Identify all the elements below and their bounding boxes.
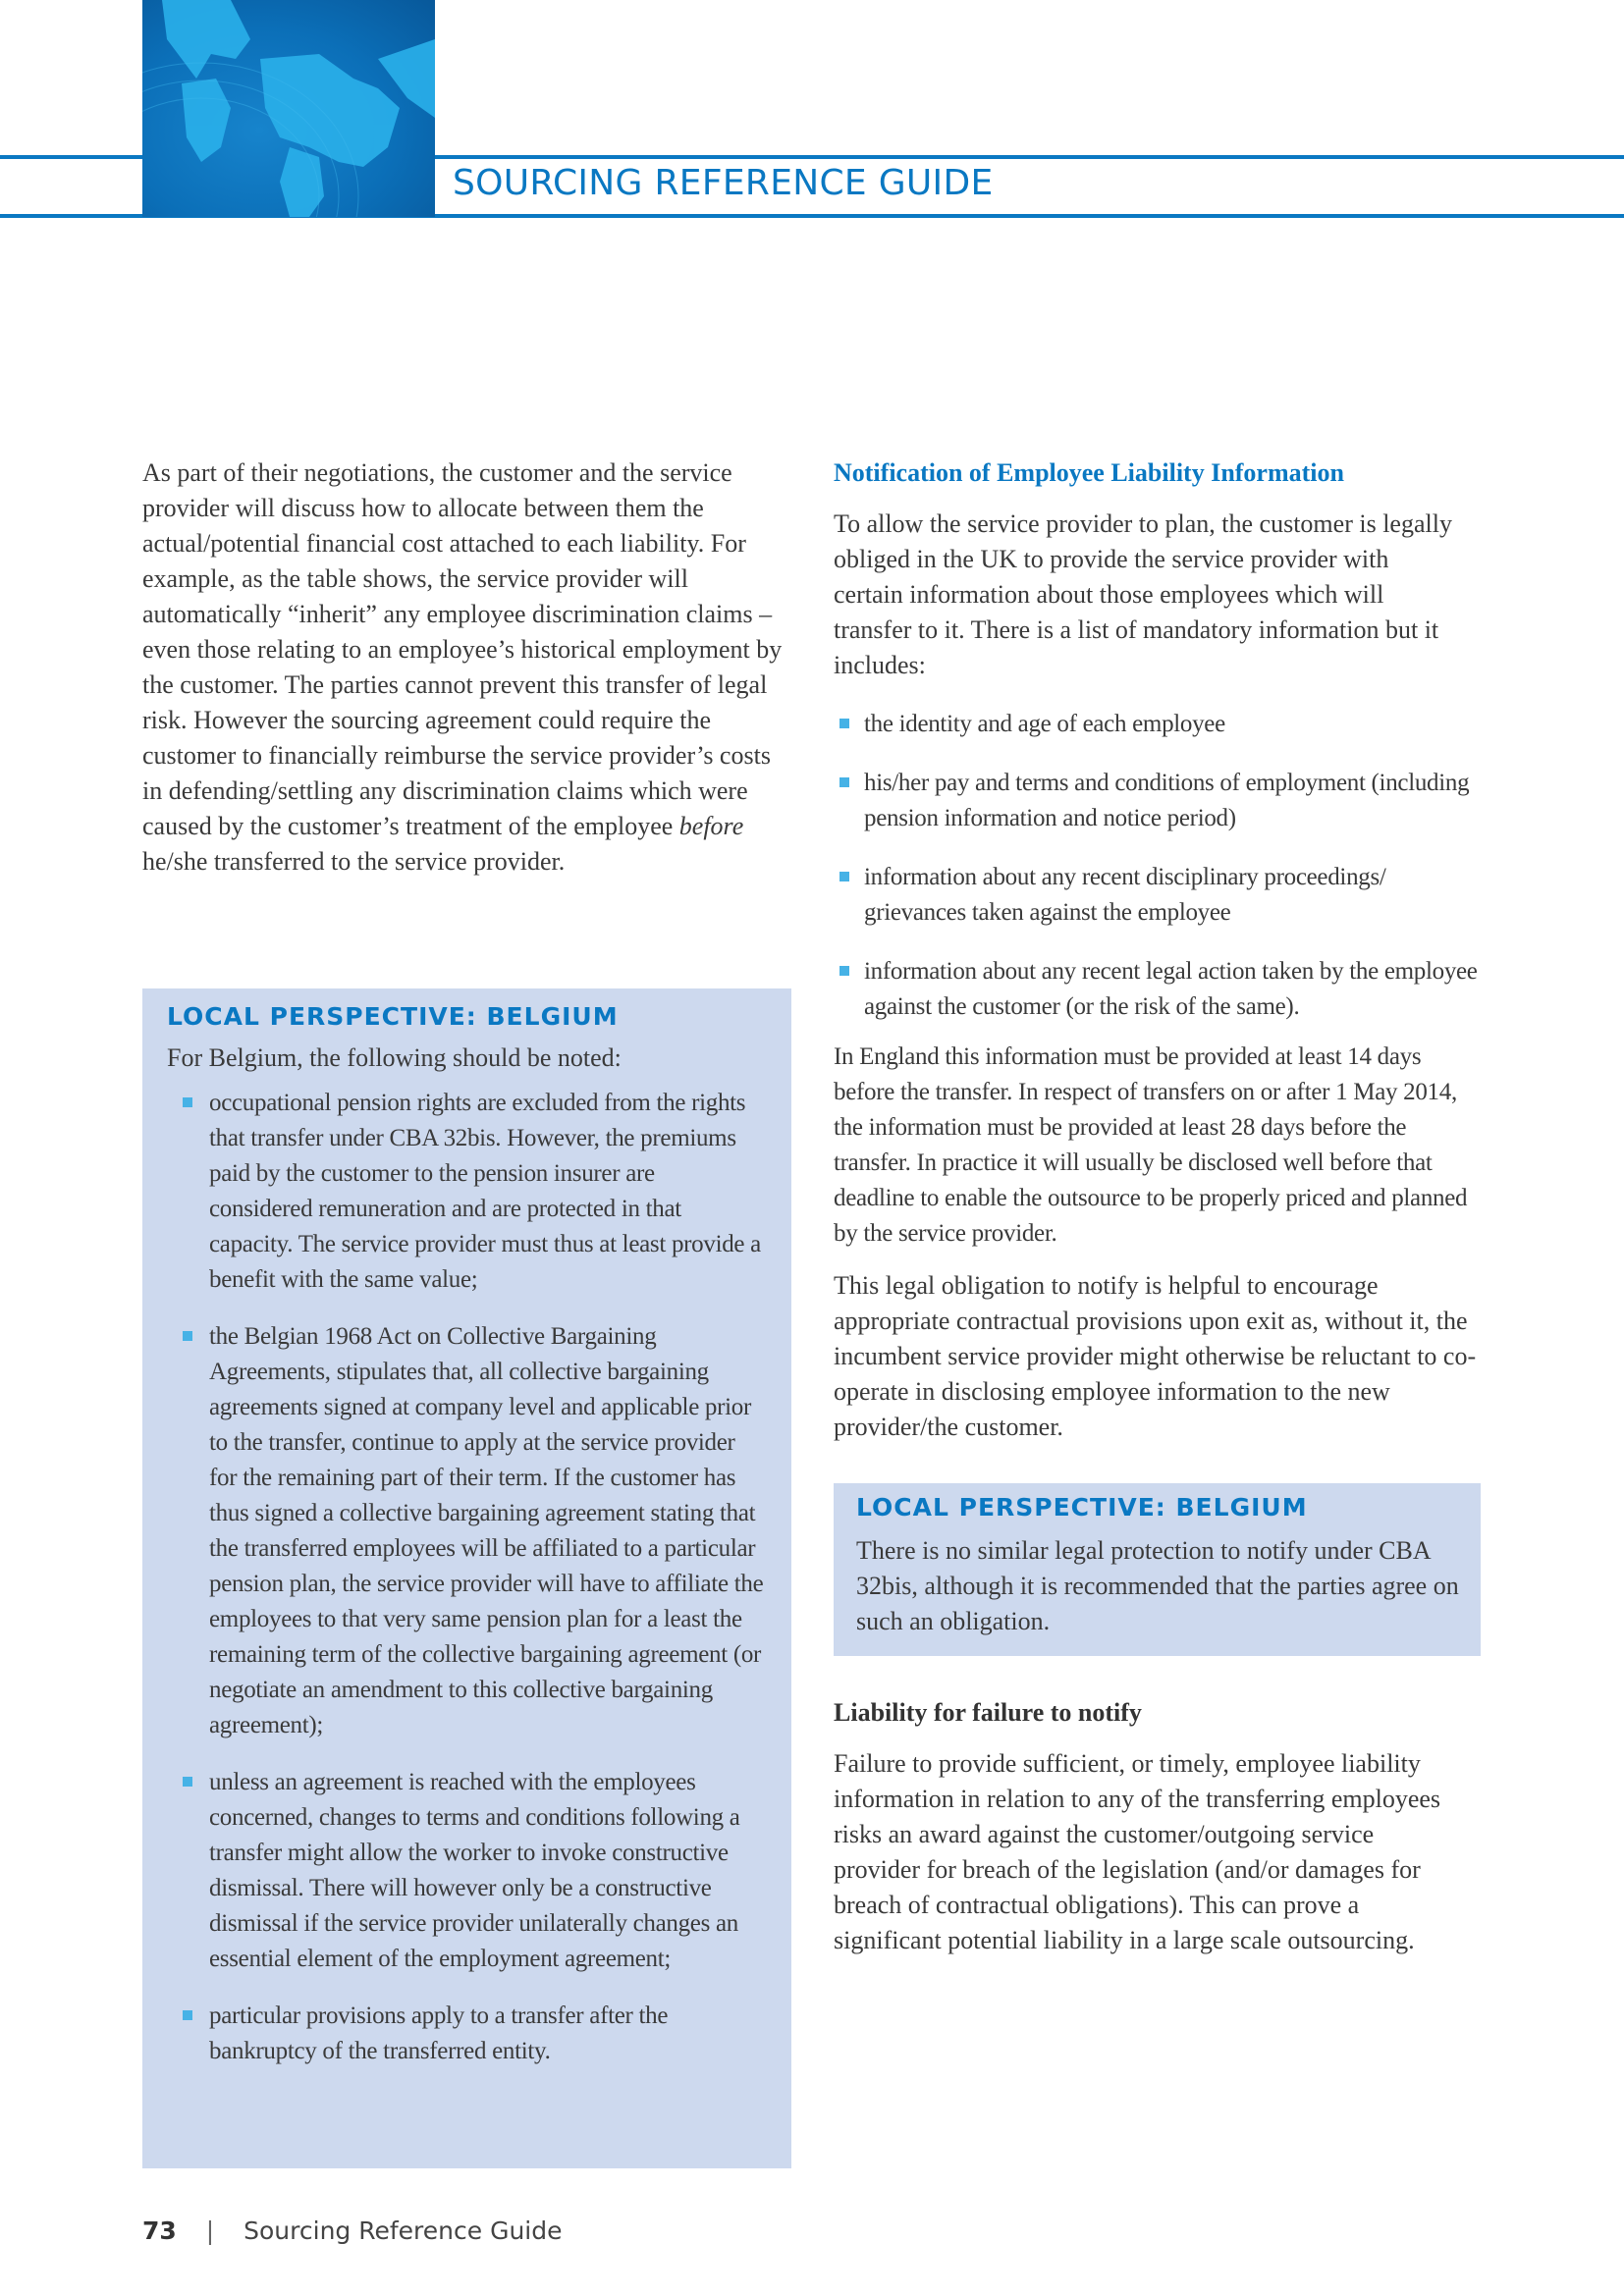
local-perspective-box-left [142,988,791,2168]
page-number: 73 [142,2216,177,2245]
box-text: There is no similar legal protection to notify under CBA 32bis, although it is recommended that the parties agree on such an obligation. [856,1536,1459,1635]
page-footer [142,2216,562,2245]
list-item [864,860,1492,931]
box-heading: LOCAL PERSPECTIVE: BELGIUM [167,1002,619,1031]
guide-title: SOURCING REFERENCE GUIDE [453,163,994,203]
bullet-text: the identity and age of each employee [864,711,1225,737]
intro-text-end: he/she transferred to the service provider. [142,847,566,876]
list-item [209,1086,764,1298]
bullet-list [864,707,1492,1025]
bullet-text: information about any recent legal action taken by the employee against the customer (or the risk of the same). [864,958,1478,1020]
box-bullet-list [209,1086,764,2069]
bullet-icon [839,777,849,787]
intro-text: As part of their negotiations, the customer and the service provider will discuss how to allocate between them the actual/potential financial cost attached to each liability. For example, as the table shows, the service provider will automatically “inherit” any employee discrimination claims – even those relating to an employee’s historical employment by the customer. The parties cannot prevent this transfer of legal risk. However the sourcing agreement could require the customer to financially reimburse the service provider’s costs in defending/settling any discrimination claims which were caused by the customer’s treatment of the employee [142,458,783,840]
list-item [864,766,1492,836]
footer-separator: | [205,2216,215,2245]
bullet-text: occupational pension rights are excluded from the rights that transfer under CBA 32bis. However, the premiums paid by the customer to the pension insurer are considered remuneration and are protected in that capacity. The service provider must thus at least provide a benefit with the same value; [209,1090,761,1293]
bullet-icon [183,2010,192,2020]
section-heading: Notification of Employee Liability Information [834,458,1344,487]
bullet-icon [183,1777,192,1787]
paragraph: Failure to provide sufficient, or timely, employee liability information in relation to any of the transferring employees risks an award against the customer/outgoing service provider for breach of the legislation (and/or damages for breach of contractual obligations). This can prove a significant potential liability in a large scale outsourcing. [834,1749,1441,1954]
list-item [209,1319,764,1743]
paragraph: In England this information must be provided at least 14 days before the transfer. In respect of transfers on or after 1 May 2014, the information must be provided at least 28 days before the transfer. In practice it will usually be disclosed well before that deadline to enable the outsource to be properly priced and planned by the service provider. [834,1043,1468,1247]
list-item [209,1999,764,2069]
local-perspective-box-right [834,1483,1481,1656]
list-item [864,707,1492,742]
box-heading: LOCAL PERSPECTIVE: BELGIUM [856,1493,1308,1522]
bullet-text: information about any recent disciplinary proceedings/ grievances taken against the employee [864,864,1386,926]
subheading: Liability for failure to notify [834,1698,1142,1727]
bullet-text: particular provisions apply to a transfer after the bankruptcy of the transferred entity. [209,2002,669,2064]
bullet-text: unless an agreement is reached with the employees concerned, changes to terms and conditions following a transfer might allow the worker to invoke constructive dismissal. There will however only be a constructive dismissal if the service provider unilaterally changes an essential element of the employment agreement; [209,1769,740,1972]
footer-title: Sourcing Reference Guide [244,2216,563,2245]
bullet-icon [183,1097,192,1107]
bullet-icon [183,1331,192,1341]
box-intro: For Belgium, the following should be noted: [167,1043,622,1072]
intro-emphasis: before [678,812,744,840]
bullet-icon [839,872,849,881]
paragraph: To allow the service provider to plan, the customer is legally obliged in the UK to provide the service provider with certain information about those employees which will transfer to it. There is a list of mandatory information but it includes: [834,509,1452,679]
bullet-text: his/her pay and terms and conditions of employment (including pension information and notice period) [864,770,1470,831]
paragraph: This legal obligation to notify is helpful to encourage appropriate contractual provisions upon exit as, without it, the incumbent service provider might otherwise be reluctant to co-operate in disclosing employee information to the new provider/the customer. [834,1271,1477,1441]
bullet-text: the Belgian 1968 Act on Collective Bargaining Agreements, stipulates that, all collective bargaining agreements signed at company level and applicable prior to the transfer, continue to apply at the service provider for the remaining part of their term. If the customer has thus signed a collective bargaining agreement stating that the transferred employees will be affiliated to a particular pension plan, the service provider will have to affiliate the employees to that very same pension plan for a least the remaining term of the collective bargaining agreement (or negotiate an amendment to this collective bargaining agreement); [209,1323,764,1738]
bullet-icon [839,719,849,728]
list-item [864,954,1492,1025]
bullet-icon [839,966,849,976]
list-item [209,1765,764,1977]
world-map-image [142,0,435,217]
intro-paragraph [142,455,795,880]
